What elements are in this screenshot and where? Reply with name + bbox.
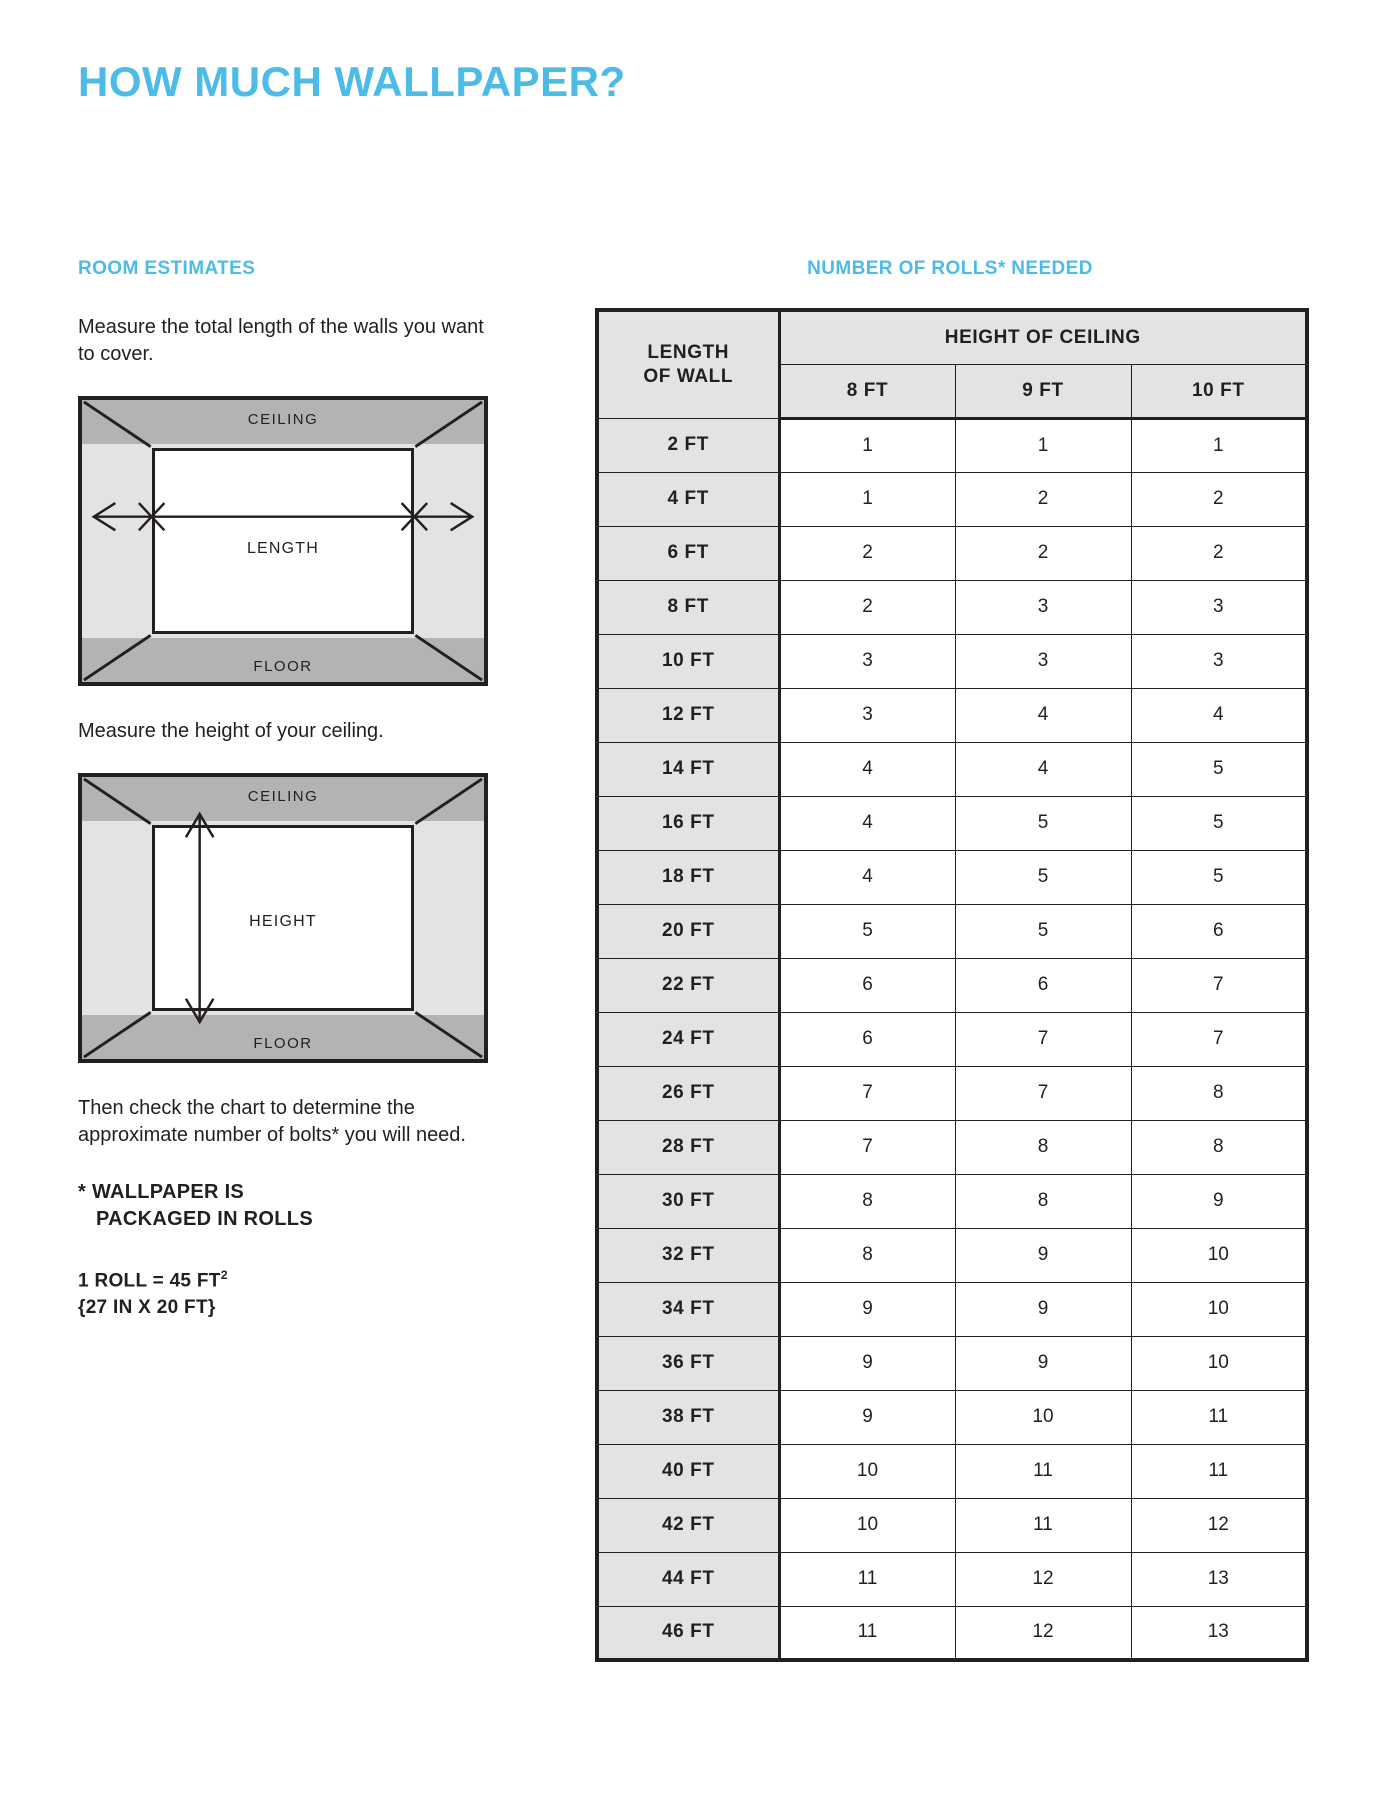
- table-row: [597, 1390, 1307, 1444]
- table-cell-rolls: 7: [1131, 958, 1307, 1012]
- table-cell-rolls: 2: [1131, 526, 1307, 580]
- table-cell-rolls: 6: [955, 958, 1131, 1012]
- table-cell-rolls: 9: [779, 1390, 955, 1444]
- table-cell-rolls: 7: [955, 1066, 1131, 1120]
- row-header-wall-length: 2 FT: [597, 418, 779, 472]
- table-row: [597, 1174, 1307, 1228]
- column-header-10ft: 10 FT: [1131, 364, 1307, 418]
- corner-header-cell: [597, 310, 779, 418]
- table-cell-rolls: 1: [1131, 418, 1307, 472]
- row-header-wall-length: 16 FT: [597, 796, 779, 850]
- table-cell-rolls: 12: [955, 1606, 1131, 1660]
- instruction-paragraph-1: Measure the total length of the walls you want to cover.: [78, 316, 484, 365]
- table-cell-rolls: 8: [1131, 1120, 1307, 1174]
- table-cell-rolls: 5: [1131, 796, 1307, 850]
- roll-size-line-1: [78, 1267, 498, 1295]
- column-header-9ft: 9 FT: [955, 364, 1131, 418]
- table-cell-rolls: 8: [779, 1228, 955, 1282]
- table-cell-rolls: 6: [779, 958, 955, 1012]
- table-cell-rolls: 4: [955, 688, 1131, 742]
- row-header-wall-length: 28 FT: [597, 1120, 779, 1174]
- diagram-height-caption: HEIGHT: [249, 913, 317, 930]
- table-cell-rolls: 11: [779, 1552, 955, 1606]
- table-cell-rolls: 2: [1131, 472, 1307, 526]
- table-row: [597, 1498, 1307, 1552]
- table-cell-rolls: 12: [955, 1552, 1131, 1606]
- row-header-wall-length: 36 FT: [597, 1336, 779, 1390]
- table-cell-rolls: 4: [955, 742, 1131, 796]
- roll-size-superscript: 2: [220, 1268, 228, 1282]
- room-estimates-column: [78, 258, 498, 1322]
- row-header-wall-length: 32 FT: [597, 1228, 779, 1282]
- row-header-wall-length: 18 FT: [597, 850, 779, 904]
- roll-size-line-2: {27 IN X 20 FT}: [78, 1296, 216, 1318]
- instruction-paragraph-3: Then check the chart to determine the approximate number of bolts* you will need.: [78, 1097, 466, 1146]
- table-header-row-1: [597, 310, 1307, 364]
- row-header-wall-length: 38 FT: [597, 1390, 779, 1444]
- table-row: [597, 904, 1307, 958]
- table-cell-rolls: 7: [955, 1012, 1131, 1066]
- table-cell-rolls: 10: [779, 1498, 955, 1552]
- table-cell-rolls: 7: [1131, 1012, 1307, 1066]
- table-row: [597, 1066, 1307, 1120]
- table-cell-rolls: 2: [955, 526, 1131, 580]
- row-header-wall-length: 24 FT: [597, 1012, 779, 1066]
- floor-label: FLOOR: [253, 1035, 313, 1052]
- table-cell-rolls: 8: [955, 1174, 1131, 1228]
- table-cell-rolls: 1: [955, 418, 1131, 472]
- table-row: [597, 1120, 1307, 1174]
- table-cell-rolls: 5: [955, 850, 1131, 904]
- table-row: [597, 580, 1307, 634]
- table-cell-rolls: 3: [955, 634, 1131, 688]
- row-header-wall-length: 42 FT: [597, 1498, 779, 1552]
- table-row: [597, 1336, 1307, 1390]
- table-cell-rolls: 10: [1131, 1282, 1307, 1336]
- table-cell-rolls: 13: [1131, 1552, 1307, 1606]
- corner-label-line-1: LENGTH: [647, 342, 730, 363]
- row-header-wall-length: 34 FT: [597, 1282, 779, 1336]
- footnote-line-2: PACKAGED IN ROLLS: [96, 1208, 313, 1230]
- floor-label: FLOOR: [253, 658, 313, 675]
- table-row: [597, 1444, 1307, 1498]
- table-cell-rolls: 4: [779, 742, 955, 796]
- table-cell-rolls: 9: [779, 1336, 955, 1390]
- table-cell-rolls: 1: [779, 472, 955, 526]
- table-cell-rolls: 10: [955, 1390, 1131, 1444]
- table-row: [597, 472, 1307, 526]
- footnote-line-1: * WALLPAPER IS: [78, 1181, 245, 1203]
- table-row: [597, 850, 1307, 904]
- group-header-ceiling-height: HEIGHT OF CEILING: [779, 310, 1307, 364]
- table-cell-rolls: 12: [1131, 1498, 1307, 1552]
- rolls-table-heading: NUMBER OF ROLLS* NEEDED: [807, 258, 1093, 279]
- row-header-wall-length: 44 FT: [597, 1552, 779, 1606]
- table-cell-rolls: 9: [955, 1282, 1131, 1336]
- footnote-block: [78, 1179, 498, 1322]
- table-row: [597, 1606, 1307, 1660]
- table-cell-rolls: 11: [1131, 1444, 1307, 1498]
- table-cell-rolls: 11: [1131, 1390, 1307, 1444]
- table-cell-rolls: 8: [1131, 1066, 1307, 1120]
- table-cell-rolls: 11: [955, 1498, 1131, 1552]
- table-cell-rolls: 5: [955, 796, 1131, 850]
- roll-size-text: 1 ROLL = 45 FT: [78, 1270, 221, 1292]
- table-row: [597, 958, 1307, 1012]
- table-cell-rolls: 4: [1131, 688, 1307, 742]
- row-header-wall-length: 22 FT: [597, 958, 779, 1012]
- table-cell-rolls: 5: [779, 904, 955, 958]
- table-row: [597, 796, 1307, 850]
- table-cell-rolls: 5: [1131, 742, 1307, 796]
- table-cell-rolls: 3: [1131, 634, 1307, 688]
- table-cell-rolls: 4: [779, 850, 955, 904]
- ceiling-label: CEILING: [247, 788, 319, 805]
- table-row: [597, 1282, 1307, 1336]
- table-row: [597, 688, 1307, 742]
- table-cell-rolls: 6: [1131, 904, 1307, 958]
- table-head: [597, 310, 1307, 418]
- table-cell-rolls: 8: [779, 1174, 955, 1228]
- table-cell-rolls: 1: [779, 418, 955, 472]
- table-cell-rolls: 4: [779, 796, 955, 850]
- table-cell-rolls: 10: [1131, 1336, 1307, 1390]
- table-cell-rolls: 13: [1131, 1606, 1307, 1660]
- row-header-wall-length: 10 FT: [597, 634, 779, 688]
- table-body: [597, 418, 1307, 1660]
- table-row: [597, 1552, 1307, 1606]
- table-cell-rolls: 11: [955, 1444, 1131, 1498]
- ceiling-label: CEILING: [247, 411, 319, 428]
- column-header-8ft: 8 FT: [779, 364, 955, 418]
- row-header-wall-length: 6 FT: [597, 526, 779, 580]
- row-header-wall-length: 46 FT: [597, 1606, 779, 1660]
- table-cell-rolls: 8: [955, 1120, 1131, 1174]
- row-header-wall-length: 4 FT: [597, 472, 779, 526]
- table-cell-rolls: 3: [779, 688, 955, 742]
- row-header-wall-length: 14 FT: [597, 742, 779, 796]
- table-cell-rolls: 3: [955, 580, 1131, 634]
- table-cell-rolls: 2: [779, 526, 955, 580]
- table-cell-rolls: 5: [955, 904, 1131, 958]
- table-cell-rolls: 2: [955, 472, 1131, 526]
- table-cell-rolls: 9: [955, 1336, 1131, 1390]
- table-row: [597, 526, 1307, 580]
- rolls-table: [595, 308, 1309, 1662]
- table-cell-rolls: 9: [1131, 1174, 1307, 1228]
- room-estimates-heading: ROOM ESTIMATES: [78, 258, 256, 279]
- instruction-paragraph-2: Measure the height of your ceiling.: [78, 720, 384, 742]
- roll-size-block: [78, 1267, 498, 1322]
- table-cell-rolls: 9: [955, 1228, 1131, 1282]
- table-row: [597, 418, 1307, 472]
- table-cell-rolls: 2: [779, 580, 955, 634]
- table-cell-rolls: 3: [1131, 580, 1307, 634]
- table-row: [597, 742, 1307, 796]
- table-cell-rolls: 7: [779, 1066, 955, 1120]
- rolls-table-section: [595, 258, 1305, 1662]
- table-cell-rolls: 7: [779, 1120, 955, 1174]
- corner-label-line-2: OF WALL: [643, 365, 734, 387]
- table-cell-rolls: 6: [779, 1012, 955, 1066]
- page-title: HOW MUCH WALLPAPER?: [78, 58, 626, 105]
- room-diagram-height: [78, 773, 488, 1063]
- table-cell-rolls: 10: [779, 1444, 955, 1498]
- table-cell-rolls: 10: [1131, 1228, 1307, 1282]
- row-header-wall-length: 8 FT: [597, 580, 779, 634]
- row-header-wall-length: 12 FT: [597, 688, 779, 742]
- room-diagram-length: [78, 396, 488, 686]
- table-row: [597, 1228, 1307, 1282]
- row-header-wall-length: 40 FT: [597, 1444, 779, 1498]
- table-row: [597, 1012, 1307, 1066]
- table-cell-rolls: 9: [779, 1282, 955, 1336]
- table-cell-rolls: 11: [779, 1606, 955, 1660]
- row-header-wall-length: 20 FT: [597, 904, 779, 958]
- table-cell-rolls: 3: [779, 634, 955, 688]
- table-row: [597, 634, 1307, 688]
- row-header-wall-length: 30 FT: [597, 1174, 779, 1228]
- row-header-wall-length: 26 FT: [597, 1066, 779, 1120]
- table-cell-rolls: 5: [1131, 850, 1307, 904]
- diagram-length-caption: LENGTH: [246, 540, 320, 557]
